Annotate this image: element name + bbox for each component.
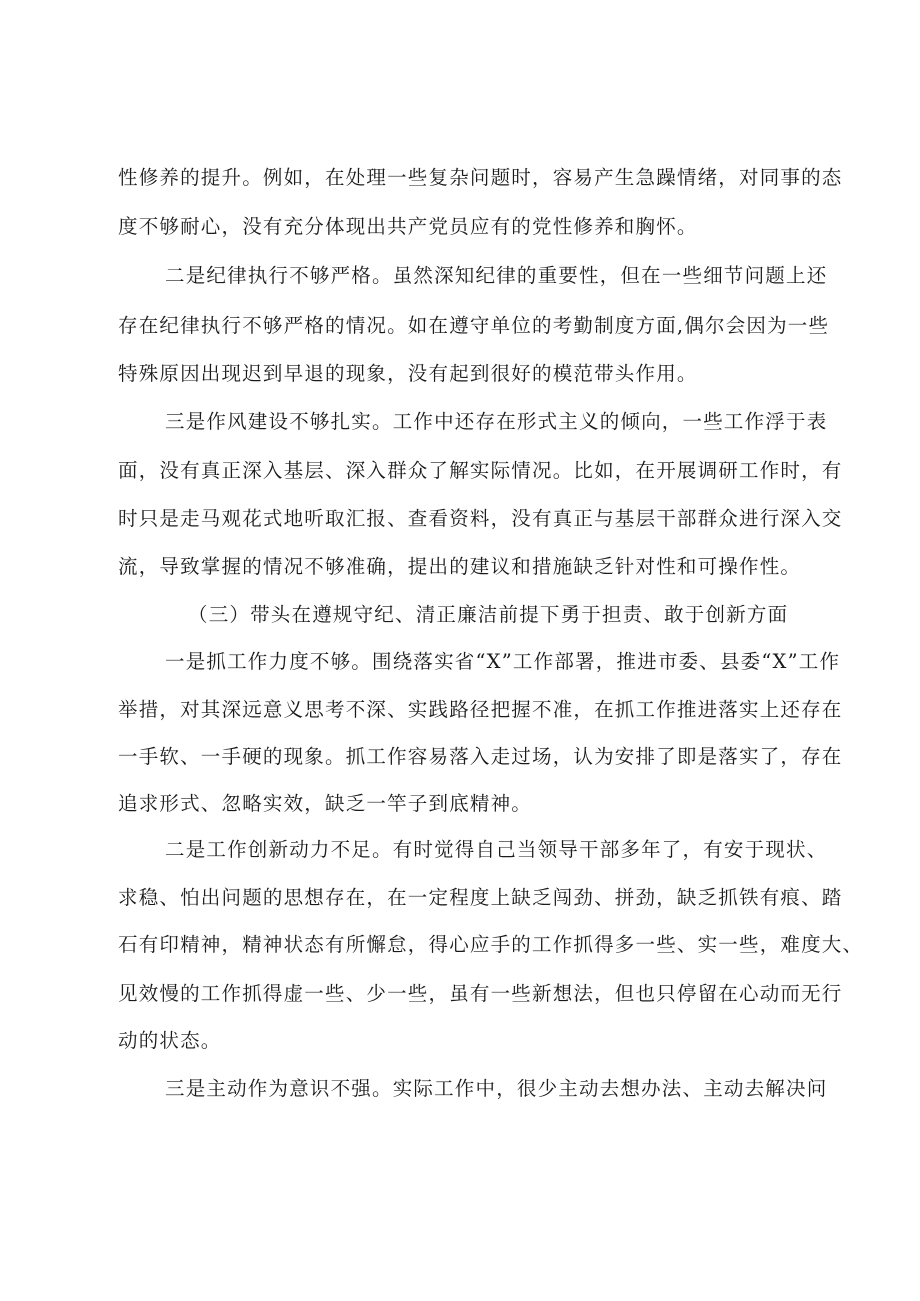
text-line: 面，没有真正深入基层、深入群众了解实际情况。比如，在开展调研工作时，有 bbox=[118, 459, 843, 482]
paragraph-first-line: 三是作风建设不够扎实。工作中还存在形式主义的倾向，一些工作浮于表 bbox=[165, 410, 828, 433]
text-line: 特殊原因出现迟到早退的现象，没有起到很好的模范带头作用。 bbox=[118, 362, 698, 385]
paragraph-first-line: 三是主动作为意识不强。实际工作中，很少主动去想办法、主动去解决问 bbox=[165, 1077, 828, 1100]
text-line: 追求形式、忽略实效，缺乏一竿子到底精神。 bbox=[118, 792, 533, 815]
section-heading: （三）带头在遵规守纪、清正廉洁前提下勇于担责、敢于创新方面 bbox=[188, 603, 789, 626]
text-line: 时只是走马观花式地听取汇报、查看资料，没有真正与基层干部群众进行深入交 bbox=[118, 507, 843, 530]
text-line: 见效慢的工作抓得虚一些、少一些，虽有一些新想法，但也只停留在心动而无行 bbox=[118, 982, 843, 1005]
text-line: 求稳、怕出问题的思想存在，在一定程度上缺乏闯劲、拼劲，缺乏抓铁有痕、踏 bbox=[118, 886, 843, 909]
text-line: 度不够耐心，没有充分体现出共产党员应有的党性修养和胸怀。 bbox=[118, 215, 698, 238]
paragraph-first-line: 二是纪律执行不够严格。虽然深知纪律的重要性，但在一些细节问题上还 bbox=[165, 264, 828, 287]
paragraph-first-line: 一是抓工作力度不够。围绕落实省“X”工作部署，推进市委、县委“X”工作 bbox=[165, 650, 841, 673]
text-line: 举措，对其深远意义思考不深、实践路径把握不准，在抓工作推进落实上还存在 bbox=[118, 698, 843, 721]
text-line: 动的状态。 bbox=[118, 1029, 222, 1052]
text-line: 一手软、一手硬的现象。抓工作容易落入走过场，认为安排了即是落实了，存在 bbox=[118, 745, 843, 768]
text-line: 石有印精神，精神状态有所懈怠，得心应手的工作抓得多一些、实一些，难度大、 bbox=[118, 933, 864, 956]
text-line: 性修养的提升。例如，在处理一些复杂问题时，容易产生急躁情绪，对同事的态 bbox=[118, 166, 843, 189]
paragraph-first-line: 二是工作创新动力不足。有时觉得自己当领导干部多年了，有安于现状、 bbox=[165, 838, 828, 861]
text-line: 流，导致掌握的情况不够准确，提出的建议和措施缺乏针对性和可操作性。 bbox=[118, 555, 802, 578]
text-line: 存在纪律执行不够严格的情况。如在遵守单位的考勤制度方面,偶尔会因为一些 bbox=[118, 314, 830, 337]
